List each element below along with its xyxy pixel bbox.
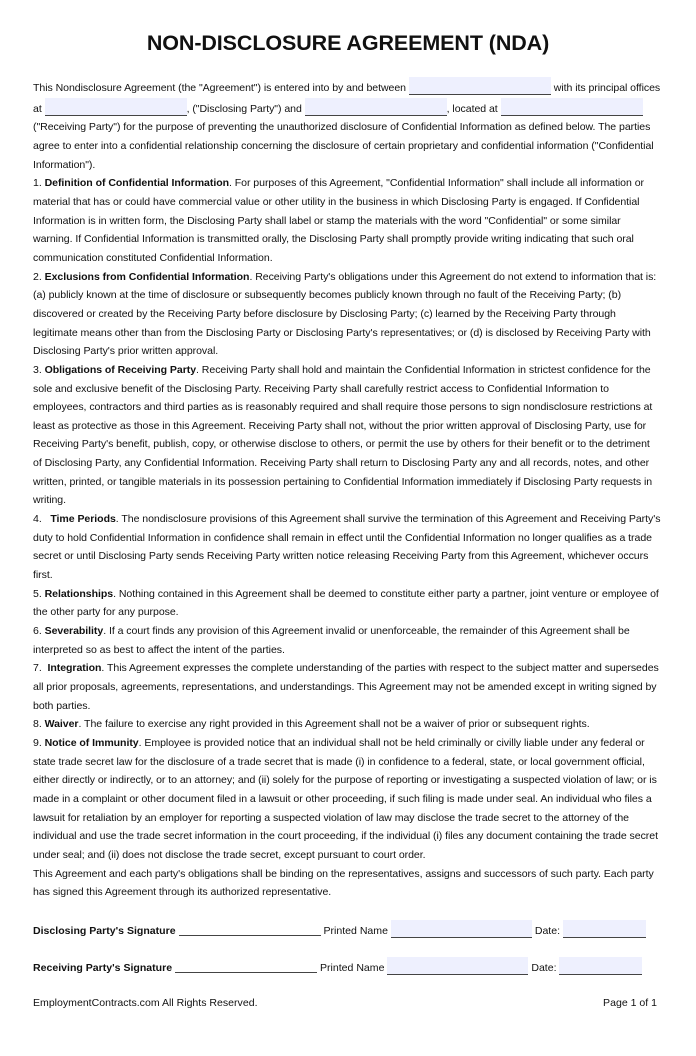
date-label: Date: bbox=[534, 925, 561, 937]
printed-name-label: Printed Name bbox=[323, 925, 388, 937]
signature-label: Disclosing Party's Signature bbox=[33, 925, 176, 937]
section-definition bbox=[33, 174, 661, 267]
closing-paragraph: This Agreement and each party's obligations shall be binding on the representatives, assigns and successors of such party. Each party has signed this Agreement through its authorized representative. bbox=[33, 867, 654, 899]
date-label: Date: bbox=[531, 962, 557, 974]
section-text: . Receiving Party's obligations under this Agreement do not extend to information that is: (a) publicly known at the time of disclosure or subsequently becomes publicly known through no fault of the Receiving Party; (b) discovered or created by the Receiving Party before disclosure by Disclosing Party; (c) learned by the Receiving Party through legitimate means other than from the Disclosing Party or Disclosing Party's representatives; or (d) is disclosed by Receiving Party with Disclosing Party's prior written approval. bbox=[33, 270, 657, 358]
section-number: 7. bbox=[33, 662, 48, 675]
intro-text: , ("Disclosing Party") and bbox=[186, 102, 305, 115]
intro-text: with its principal offices at bbox=[33, 82, 661, 115]
section-text: . Employee is provided notice that an individual shall not be held criminally or civilly liable under any federal or state trade secret law for the disclosure of a trade secret that is made (i) in confidence to a federal, state, or local government official, either directly or indirectly, or to an attorney; and (ii) solely for the purpose of reporting or investigating a suspected violation of law; or is made in a complaint or other document filed in a lawsuit or other proceeding, if such filing is made under seal. An individual who files a lawsuit for retaliation by an employer for reporting a suspected violation of law may disclose the trade secret to the attorney of the individual and use the trade secret information in the court proceeding, if the individual (i) files any document containing the trade secret under seal; and (ii) does not disclose the trade secret, except pursuant to court order. bbox=[33, 736, 658, 861]
receiving-signature-row bbox=[33, 957, 642, 975]
section-notice-of-immunity bbox=[33, 734, 661, 865]
disclosing-party-name-field[interactable] bbox=[409, 77, 551, 95]
section-heading: Waiver bbox=[44, 718, 79, 731]
receiving-party-name-field[interactable] bbox=[305, 98, 447, 116]
section-text: . The failure to exercise any right provided in this Agreement shall not be a waiver of prior or subsequent rights. bbox=[78, 718, 590, 731]
section-heading: Definition of Confidential Information bbox=[44, 177, 229, 190]
disclosing-party-address-field[interactable] bbox=[45, 98, 187, 116]
page-number: Page 1 of 1 bbox=[603, 997, 657, 1009]
receiving-signature-line[interactable] bbox=[175, 960, 317, 973]
section-number: 1. bbox=[33, 177, 45, 190]
document-body bbox=[33, 77, 661, 902]
section-waiver bbox=[33, 715, 661, 734]
section-time-periods bbox=[33, 510, 661, 585]
section-text: . If a court finds any provision of this Agreement invalid or unenforceable, the remainder of this Agreement shall be interpreted so as best to affect the intent of the parties. bbox=[33, 625, 630, 656]
section-number: 9. bbox=[33, 736, 45, 749]
section-text: . Nothing contained in this Agreement shall be deemed to constitute either party a partner, joint venture or employee of the other party for any purpose. bbox=[33, 587, 659, 619]
section-heading: Relationships bbox=[44, 587, 114, 600]
intro-text: ("Receiving Party") for the purpose of preventing the unauthorized disclosure of Confidential Information as defined below. The parties agree to enter into a confidential relationship concerning the disclosure of certain proprietary and confidential information ("Confidential Information"). bbox=[33, 121, 654, 171]
copyright-text: EmploymentContracts.com All Rights Reserved. bbox=[33, 997, 258, 1009]
section-heading: Exclusions from Confidential Information bbox=[44, 270, 250, 283]
section-text: . This Agreement expresses the complete understanding of the parties with respect to the subject matter and supersedes all prior proposals, agreements, representations, and understandings. This Agreement may not be amended except in writing signed by both parties. bbox=[33, 662, 659, 712]
disclosing-signature-row bbox=[33, 920, 646, 938]
receiving-date-field[interactable] bbox=[559, 957, 642, 975]
section-number: 5. bbox=[33, 587, 45, 600]
section-number: 2. bbox=[33, 270, 45, 283]
section-text: . The nondisclosure provisions of this Agreement shall survive the termination of this Agreement and Receiving Party's duty to hold Confidential Information in confidence shall remain in effect until the Confidential Information no longer qualifies as a trade secret or until Disclosing Party sends Receiving Party written notice releasing Receiving Party from this Agreement, whichever occurs first. bbox=[33, 513, 661, 582]
receiving-party-address-field[interactable] bbox=[501, 98, 643, 116]
section-severability bbox=[33, 622, 661, 659]
section-heading: Integration bbox=[47, 662, 102, 675]
section-heading: Time Periods bbox=[50, 513, 116, 526]
receiving-printed-name-field[interactable] bbox=[387, 957, 528, 975]
section-number: 6. bbox=[33, 625, 45, 638]
disclosing-date-field[interactable] bbox=[563, 920, 646, 938]
section-text: . Receiving Party shall hold and maintain the Confidential Information in strictest confidence for the sole and exclusive benefit of the Disclosing Party. Receiving Party shall carefully restrict access to Confidential Information to employees, contractors and third parties as is reasonably required and shall require those persons to sign nondisclosure restrictions at least as protective as those in this Agreement. Receiving Party shall not, without the prior written approval of Disclosing Party, use for Receiving Party's benefit, publish, copy, or otherwise disclose to others, or permit the use by others for their benefit or to the detriment of Disclosing Party, any Confidential Information. Receiving Party shall return to Disclosing Party any and all records, notes, and other written, printed, or tangible materials in its possession pertaining to Confidential Information immediately if Disclosing Party requests in writing. bbox=[33, 363, 653, 507]
section-number: 8. bbox=[33, 718, 45, 731]
section-obligations bbox=[33, 361, 661, 510]
signature-label: Receiving Party's Signature bbox=[33, 962, 173, 974]
section-heading: Severability bbox=[44, 625, 104, 638]
section-integration bbox=[33, 659, 661, 715]
disclosing-signature-line[interactable] bbox=[179, 923, 321, 936]
printed-name-label: Printed Name bbox=[319, 962, 385, 974]
disclosing-printed-name-field[interactable] bbox=[391, 920, 532, 938]
section-exclusions bbox=[33, 268, 661, 361]
document-title: NON-DISCLOSURE AGREEMENT (NDA) bbox=[146, 31, 550, 55]
intro-paragraph bbox=[33, 77, 661, 174]
section-number: 3. bbox=[33, 363, 45, 376]
section-relationships bbox=[33, 585, 661, 622]
intro-text: , located at bbox=[446, 102, 501, 115]
section-heading: Notice of Immunity bbox=[44, 736, 139, 749]
section-text: . For purposes of this Agreement, "Confidential Information" shall include all information or material that has or could have commercial value or other utility in the business in which Disclosing Party is engaged. If Confidential Information is in written form, the Disclosing Party shall label or stamp the materials with the word "Confidential" or some similar warning. If Confidential Information is transmitted orally, the Disclosing Party shall promptly provide writing indicating that such oral communication constituted Confidential Information. bbox=[33, 177, 644, 264]
section-heading: Obligations of Receiving Party bbox=[44, 363, 197, 376]
section-number: 4. bbox=[33, 513, 51, 526]
page-footer bbox=[33, 997, 657, 1009]
intro-text: This Nondisclosure Agreement (the "Agreement") is entered into by and between bbox=[33, 82, 409, 94]
